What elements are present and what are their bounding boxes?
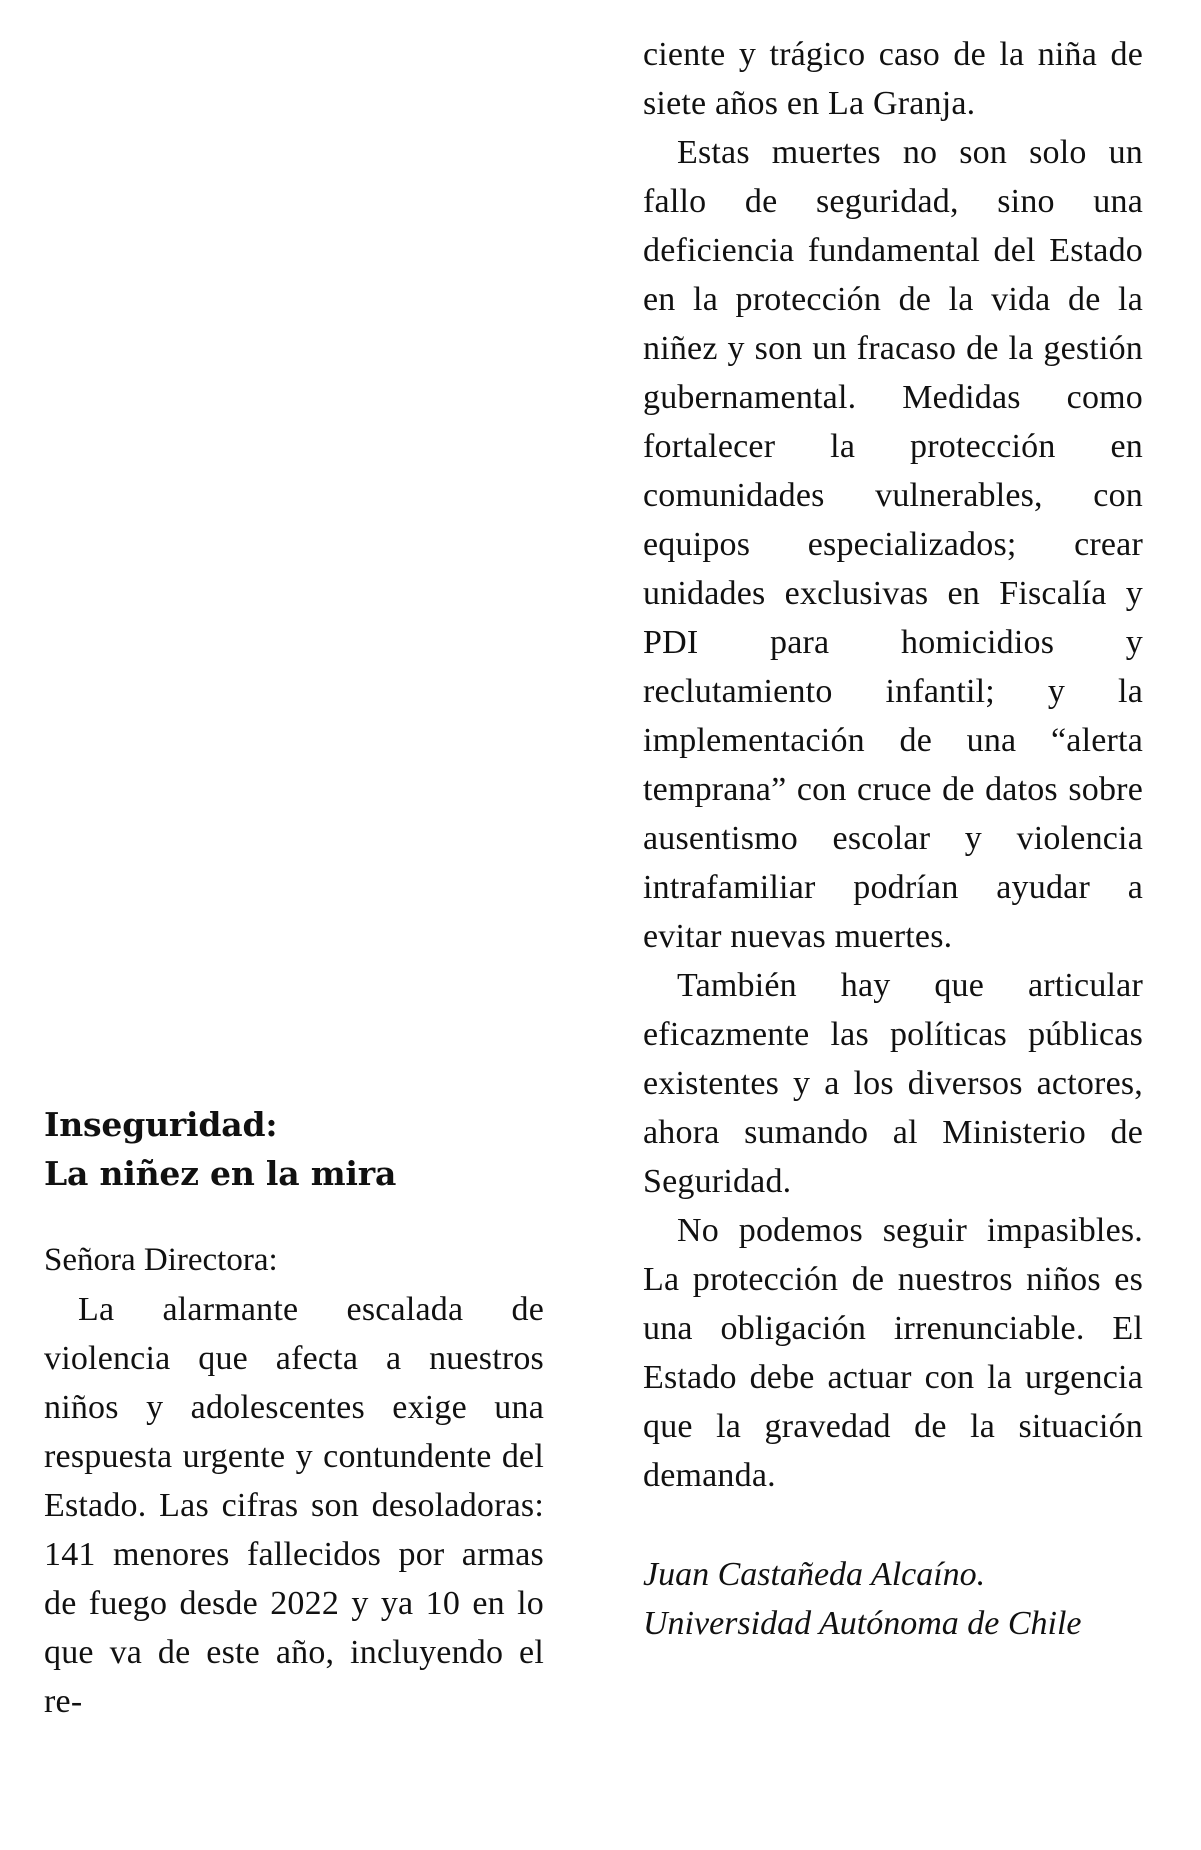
headline-line-2: La niñez en la mira xyxy=(44,1154,397,1193)
paragraph-1-part-1: La alarmante escalada de violencia que afecta a nuestros niños y adolescentes exige una respuesta urgente y contundente del Estado. Las cifras son desoladoras: 141 menores fallecidos por armas de fuego desde 2022 y ya 10 en lo que va de este año, incluyendo el re- xyxy=(44,1291,544,1720)
paragraph-3: También hay que articular eficazmente las políticas públicas existentes y a los diversos actores, ahora sumando al Ministerio de Seguridad. xyxy=(643,967,1143,1200)
salutation: Señora Directora: xyxy=(44,1242,278,1278)
signature-affiliation: Universidad Autónoma de Chile xyxy=(643,1605,1082,1642)
letter-headline xyxy=(44,1100,544,1198)
headline-line-1: Inseguridad: xyxy=(44,1105,278,1144)
signature-name: Juan Castañeda Alcaíno. xyxy=(643,1556,986,1593)
paragraph-4: No podemos seguir impasibles. La protección de nuestros niños es una obligación irrenunciable. El Estado debe actuar con la urgencia que la gravedad de la situación demanda. xyxy=(643,1212,1143,1494)
right-column xyxy=(643,30,1143,1648)
paragraph-1-full xyxy=(0,0,1,1)
paragraph-2: Estas muertes no son solo un fallo de seguridad, sino una deficiencia fundamental del Estado en la protección de la vida de la niñez y son un fracaso de la gestión gubernamental. Medidas como fortalecer la protección en comunidades vulnerables, con equipos especializados; crear unidades exclusivas en Fiscalía y PDI para homicidios y reclutamiento infantil; y la implementación de una “alerta temprana” con cruce de datos sobre ausentismo escolar y violencia intrafamiliar podrían ayudar a evitar nuevas muertes. xyxy=(643,134,1143,955)
paragraph-1-part-2: ciente y trágico caso de la niña de siete años en La Granja. xyxy=(643,36,1143,122)
left-column xyxy=(44,1100,544,1726)
signature xyxy=(643,1550,1143,1648)
